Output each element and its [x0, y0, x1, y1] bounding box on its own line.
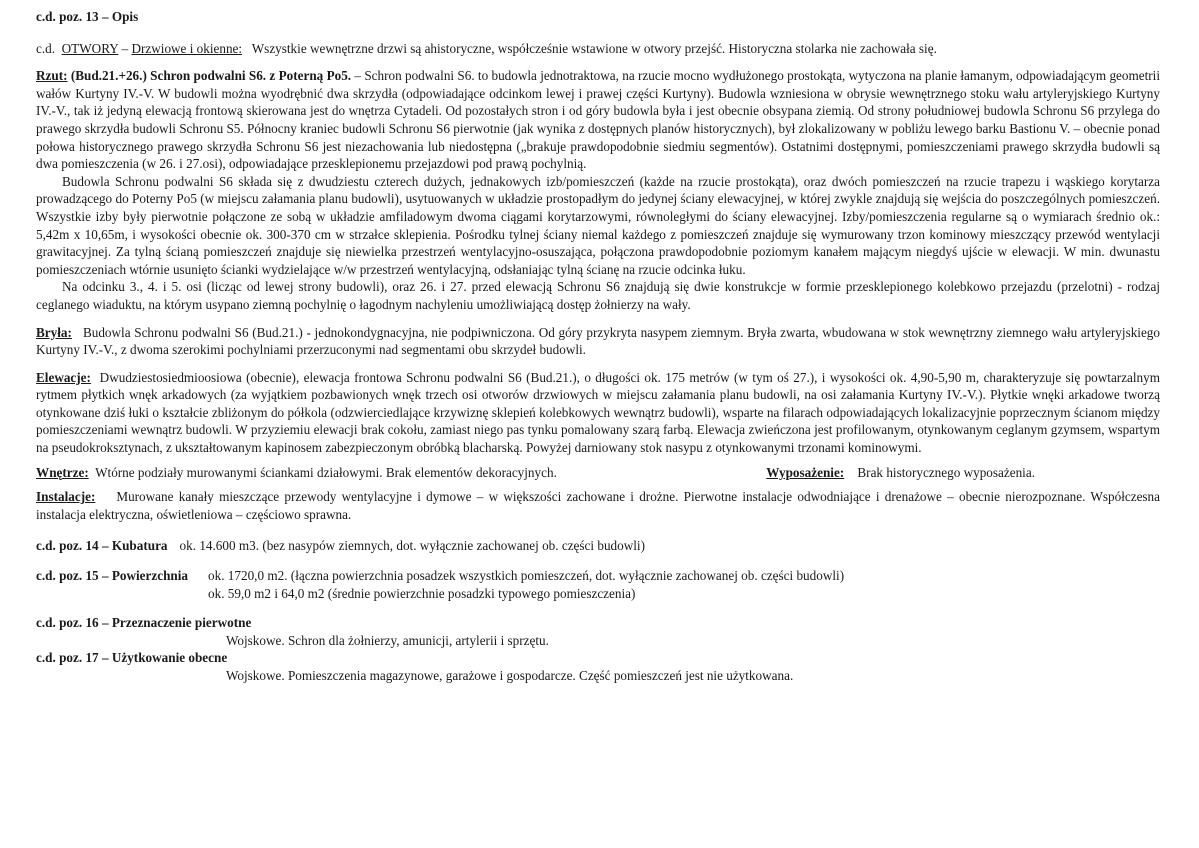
- poz16-label: c.d. poz. 16 – Przeznaczenie pierwotne: [36, 615, 252, 631]
- bryla-paragraph: [36, 324, 1160, 359]
- wyposazenie-label: Wyposażenie:: [766, 464, 845, 480]
- otwory-text: Wszystkie wewnętrzne drzwi są ahistoryczne, współcześnie wstawione w otwory przejść. Historyczna stolarka nie zachowała się.: [251, 40, 937, 56]
- poz15-row: [36, 567, 1160, 602]
- rzut-paragraph-1: [36, 67, 1160, 173]
- poz14-label: c.d. poz. 14 – Kubatura: [36, 538, 168, 554]
- elewacje-text: Dwudziestosiedmioosiowa (obecnie), elewacja frontowa Schronu podwalni S6 (Bud.21.), o długości ok. 175 metrów (w tym oś 27.), i wysokości ok. 4,90-5,90 m, charakteryzuje się powtarzalnym rytmem płytkich wnęk arkadowych (za wyjątkiem pozbawionych wnęk trzech osi otworów drzwiowych w miejscu załamania planu budowli, na osi załamania Kurtyny IV.-V.). Płytkie wnęki arkadowe tworzą otynkowane dziś łuki o kształcie zbliżonym do półkola (odzwierciedlające krzywiznę sklepień kolebkowych wewnątrz budowli), wsparte na filarach odpowiadających lokalizacyjnie poprzecznym ścianom między pomieszczeniami wewnątrz budowli. W przyziemiu elewacji brak cokołu, zamiast niego pas tynku pomalowany szarą farbą. Elewacja zwieńczona jest profilowanym, otynkowanym ceglanym gzymsem, wspartym na pseudokroksztynach, z ukształtowanym kapinosem zabezpieczonym obróbką blacharską. Powyżej darniowany stok nasypu z otynkowanymi trzonami kominowymi.: [36, 369, 1161, 456]
- wyposazenie-paragraph: [766, 464, 1035, 482]
- otwory-label: OTWORY: [61, 40, 119, 56]
- wnetrze-paragraph: [36, 464, 557, 482]
- elewacje-paragraph: [36, 369, 1160, 457]
- poz14-text: ok. 14.600 m3. (bez nasypów ziemnych, dot. wyłącznie zachowanej ob. części budowli): [179, 538, 645, 554]
- poz15-line-1: ok. 1720,0 m2. (łączna powierzchnia posadzek wszystkich pomieszczeń, dot. wyłącznie zachowanej ob. części budowli): [208, 568, 845, 584]
- rzut-paragraph-3: Na odcinku 3., 4. i 5. osi (licząc od lewej strony budowli), oraz 26. i 27. przed elewacją Schronu S6 znajdują się dwie konstrukcje w formie przesklepionego kolebkowo przejazdu (przelotni) - rodzaj ceglanego wiaduktu, na którym usypano ziemną pochylnię o łagodnym nachyleniu umożliwiającą dostęp żołnierzy na wały.: [36, 279, 1160, 312]
- bryla-text: Budowla Schronu podwalni S6 (Bud.21.) - jednokondygnacyjna, nie podpiwniczona. Od góry przykryta nasypem ziemnym. Bryła zwarta, wbudowana w stok wewnętrzny ziemnego wału artyleryjskiego Kurtyny IV.-V., z dwoma szerokimi pochylniami przerzuconymi nad segmentami obu skrzydeł budowli.: [36, 324, 1160, 358]
- wnetrze-label: Wnętrze:: [36, 464, 89, 480]
- poz17-label: c.d. poz. 17 – Użytkowanie obecne: [36, 650, 228, 666]
- poz14-row: [36, 537, 1160, 555]
- otwory-sublabel: Drzwiowe i okienne:: [131, 40, 243, 56]
- poz17-text: Wojskowe. Pomieszczenia magazynowe, garażowe i gospodarcze. Część pomieszczeń jest nie użytkowana.: [226, 668, 794, 683]
- wyposazenie-text: Brak historycznego wyposażenia.: [857, 464, 1035, 480]
- otwory-dash: –: [121, 40, 129, 56]
- rzut-text-1: – Schron podwalni S6. to budowla jednotraktowa, na rzucie mocno wydłużonego prostokąta, wytyczona na planie łamanym, odpowiadającym geometrii wałów Kurtyny IV.-V. W budowli można wyodrębnić dwa skrzydła (odpowiadające odcinkom lewej i prawej części Kurtyny). Budowla wzniesiona w obrysie wewnętrznego stoku wału artyleryjskiego Kurtyny IV.-V., tak iż jedyną elewacją frontową skierowana jest do wnętrza Cytadeli. Od pozostałych stron i od góry budowla była i jest obecnie obsypana ziemią. Od strony południowej budowla Schronu S6 przylega do prawego skrzydła budowli Schronu S5. Północny kraniec budowli Schronu S6 pierwotnie (jak wynika z dostępnych planów historycznych), był zlokalizowany w pobliżu lewego barku Bastionu V. – obecnie ponad połowa historycznego prawego skrzydła Schronu S6 jest niezachowania lub niedostępna („brakuje prawdopodobnie siedmiu segmentów). Ostatnimi dostępnymi, pomieszczeniami prawego skrzydła budowli są dwa pomieszczenia (w 26. i 27.osi), odpowiadające przesklepionemu przejazdowi pod prawą pochylnią.: [36, 68, 1160, 172]
- rzut-paragraph-2: Budowla Schronu podwalni S6 składa się z dwudziestu czterech dużych, jednakowych izb/pomieszczeń (każde na rzucie prostokąta), oraz dwóch pomieszczeń na rzucie trapezu i wąskiego korytarza prowadzącego do Poterny Po5 (w miejscu załamania planu budowli), usytuowanych w układzie prostopadłym do jedynej ściany elewacyjnej, w której zwykle znajdują się wejścia do poszczególnych pomieszczeń. Wszystkie izby były pierwotnie połączone ze sobą w układzie amfiladowym dwoma ciągami korytarzowymi, równoległymi do ściany elewacyjnej. Izby/pomieszczenia regularne są o wymiarach średnio ok.: 5,42m x 10,65m, i wysokości obecnie ok. 300-370 cm w strzałce sklepienia. Pośrodku tylnej ściany niemal każdego z pomieszczeń znajduje się wymurowany trzon kominowy mieszczący przewód wentylacji grawitacyjnej. Za tylną ścianą pomieszczeń znajduje się niewielka przestrzeń wentylacyjno-osuszająca, połączona prawdopodobnie poziomym kanałem mającym niegdyś ujście w elewacji. W min. dwunastu pomieszczeniach wtórnie usunięto ścianki wydzielające w/w przestrzeń wentylacyjną, odsłaniając tylną ścianę na rzucie odcinka łuku.: [36, 173, 1160, 277]
- otwory-paragraph: [36, 40, 1160, 58]
- poz15-label: c.d. poz. 15 – Powierzchnia: [36, 568, 189, 584]
- instalacje-paragraph: [36, 488, 1160, 523]
- section-header: c.d. poz. 13 – Opis: [36, 9, 139, 24]
- poz15-line-2: ok. 59,0 m2 i 64,0 m2 (średnie powierzchnie posadzki typowego pomieszczenia): [208, 585, 636, 601]
- rzut-label: Rzut:: [36, 68, 68, 84]
- wnetrze-row: [36, 464, 1160, 482]
- wnetrze-text: Wtórne podziały murowanymi ściankami działowymi. Brak elementów dekoracyjnych.: [95, 464, 557, 480]
- document-page: [36, 8, 1160, 685]
- instalacje-label: Instalacje:: [36, 489, 96, 505]
- bryla-label: Bryła:: [36, 324, 72, 340]
- otwory-prefix: c.d.: [36, 40, 56, 56]
- elewacje-label: Elewacje:: [36, 369, 91, 385]
- rzut-title: (Bud.21.+26.) Schron podwalni S6. z Poterną Po5.: [70, 68, 352, 84]
- poz16-text: Wojskowe. Schron dla żołnierzy, amunicji, artylerii i sprzętu.: [226, 632, 549, 648]
- instalacje-text: Murowane kanały mieszczące przewody wentylacyjne i dymowe – w większości zachowane i drożne. Pierwotne instalacje odwodniające i drenażowe – obecnie nierozpoznane. Współczesna instalacja elektryczna, oświetleniowa – częściowo sprawna.: [36, 489, 1161, 522]
